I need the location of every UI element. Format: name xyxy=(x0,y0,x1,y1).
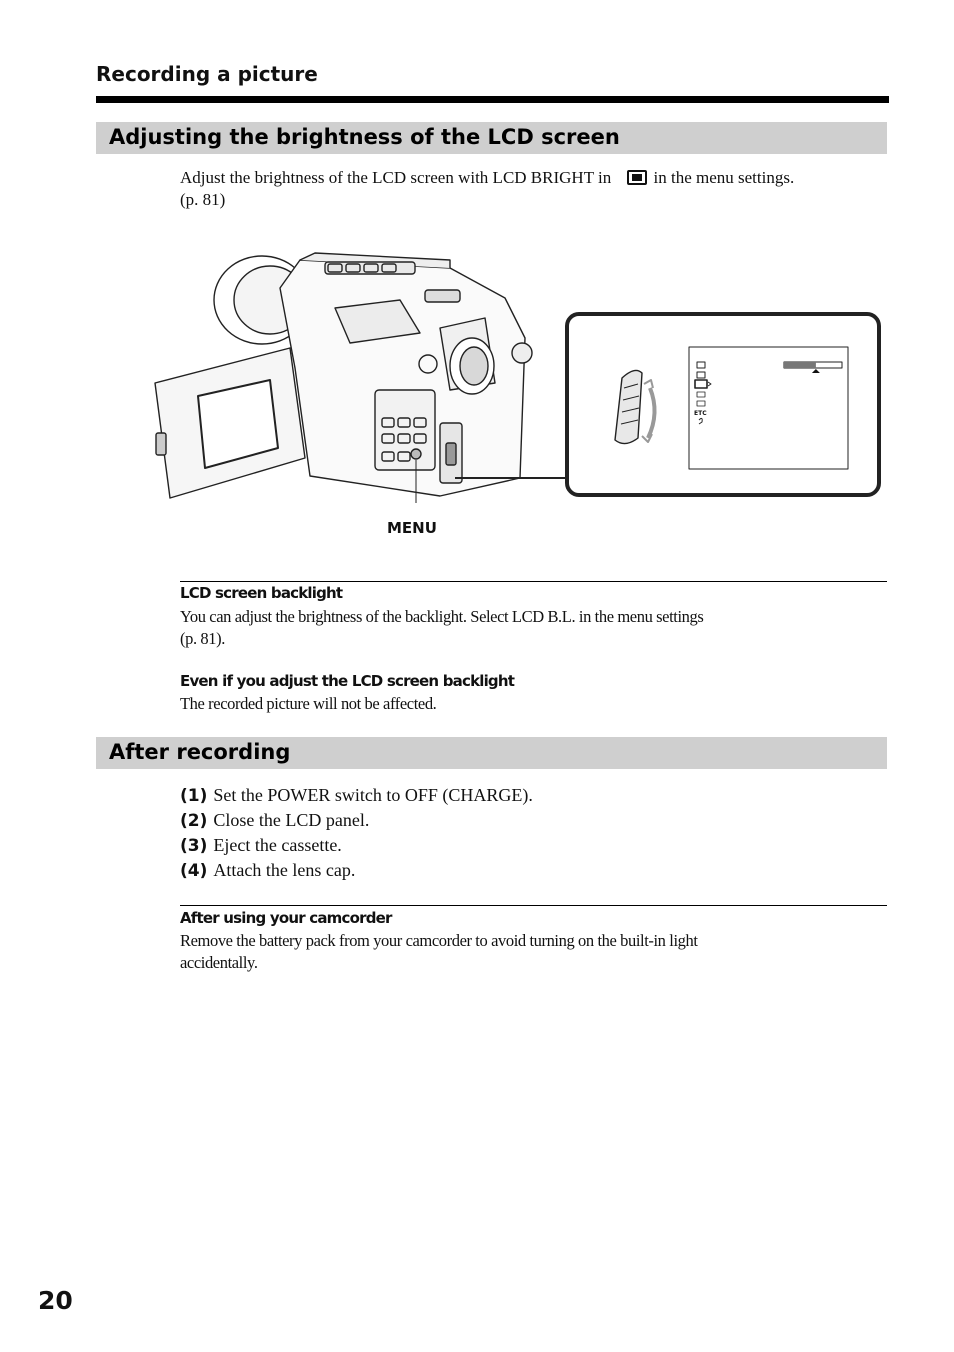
note-text-backlight: You can adjust the brightness of the backlight. Select LCD B.L. in the menu settings (p. 81). xyxy=(180,607,704,648)
list-item: (2) Close the LCD panel. xyxy=(180,810,370,831)
header-rule xyxy=(96,96,889,103)
section-header-lcd-brightness xyxy=(96,122,887,154)
section-title: Adjusting the brightness of the LCD screen xyxy=(109,125,620,149)
intro-paragraph: Adjust the brightness of the LCD screen with LCD BRIGHT in in the menu settings. (p. 81) xyxy=(180,168,795,209)
menu-button-label: MENU xyxy=(387,519,437,537)
screen-etc-label: ETC xyxy=(694,410,707,417)
list-item: (4) Attach the lens cap. xyxy=(180,860,356,881)
note-title-even-if: Even if you adjust the LCD screen backlight xyxy=(180,672,515,690)
camcorder-illustration xyxy=(150,248,885,503)
list-item: (1) Set the POWER switch to OFF (CHARGE). xyxy=(180,785,533,806)
section-header-after-recording xyxy=(96,737,887,769)
note-rule xyxy=(180,581,887,582)
note-rule xyxy=(180,905,887,906)
section-title: After recording xyxy=(109,740,291,764)
page-number: 20 xyxy=(38,1286,73,1315)
list-item: (3) Eject the cassette. xyxy=(180,835,342,856)
note-text-even-if: The recorded picture will not be affected. xyxy=(180,694,437,713)
note-title-after-use: After using your camcorder xyxy=(180,909,392,927)
steps-list xyxy=(180,783,533,883)
note-title-backlight: LCD screen backlight xyxy=(180,584,343,602)
note-text-after-use: Remove the battery pack from your camcorder to avoid turning on the built-in light accidentally. xyxy=(180,931,698,972)
lcd-menu-icon xyxy=(627,170,647,185)
chapter-title: Recording a picture xyxy=(96,62,318,86)
